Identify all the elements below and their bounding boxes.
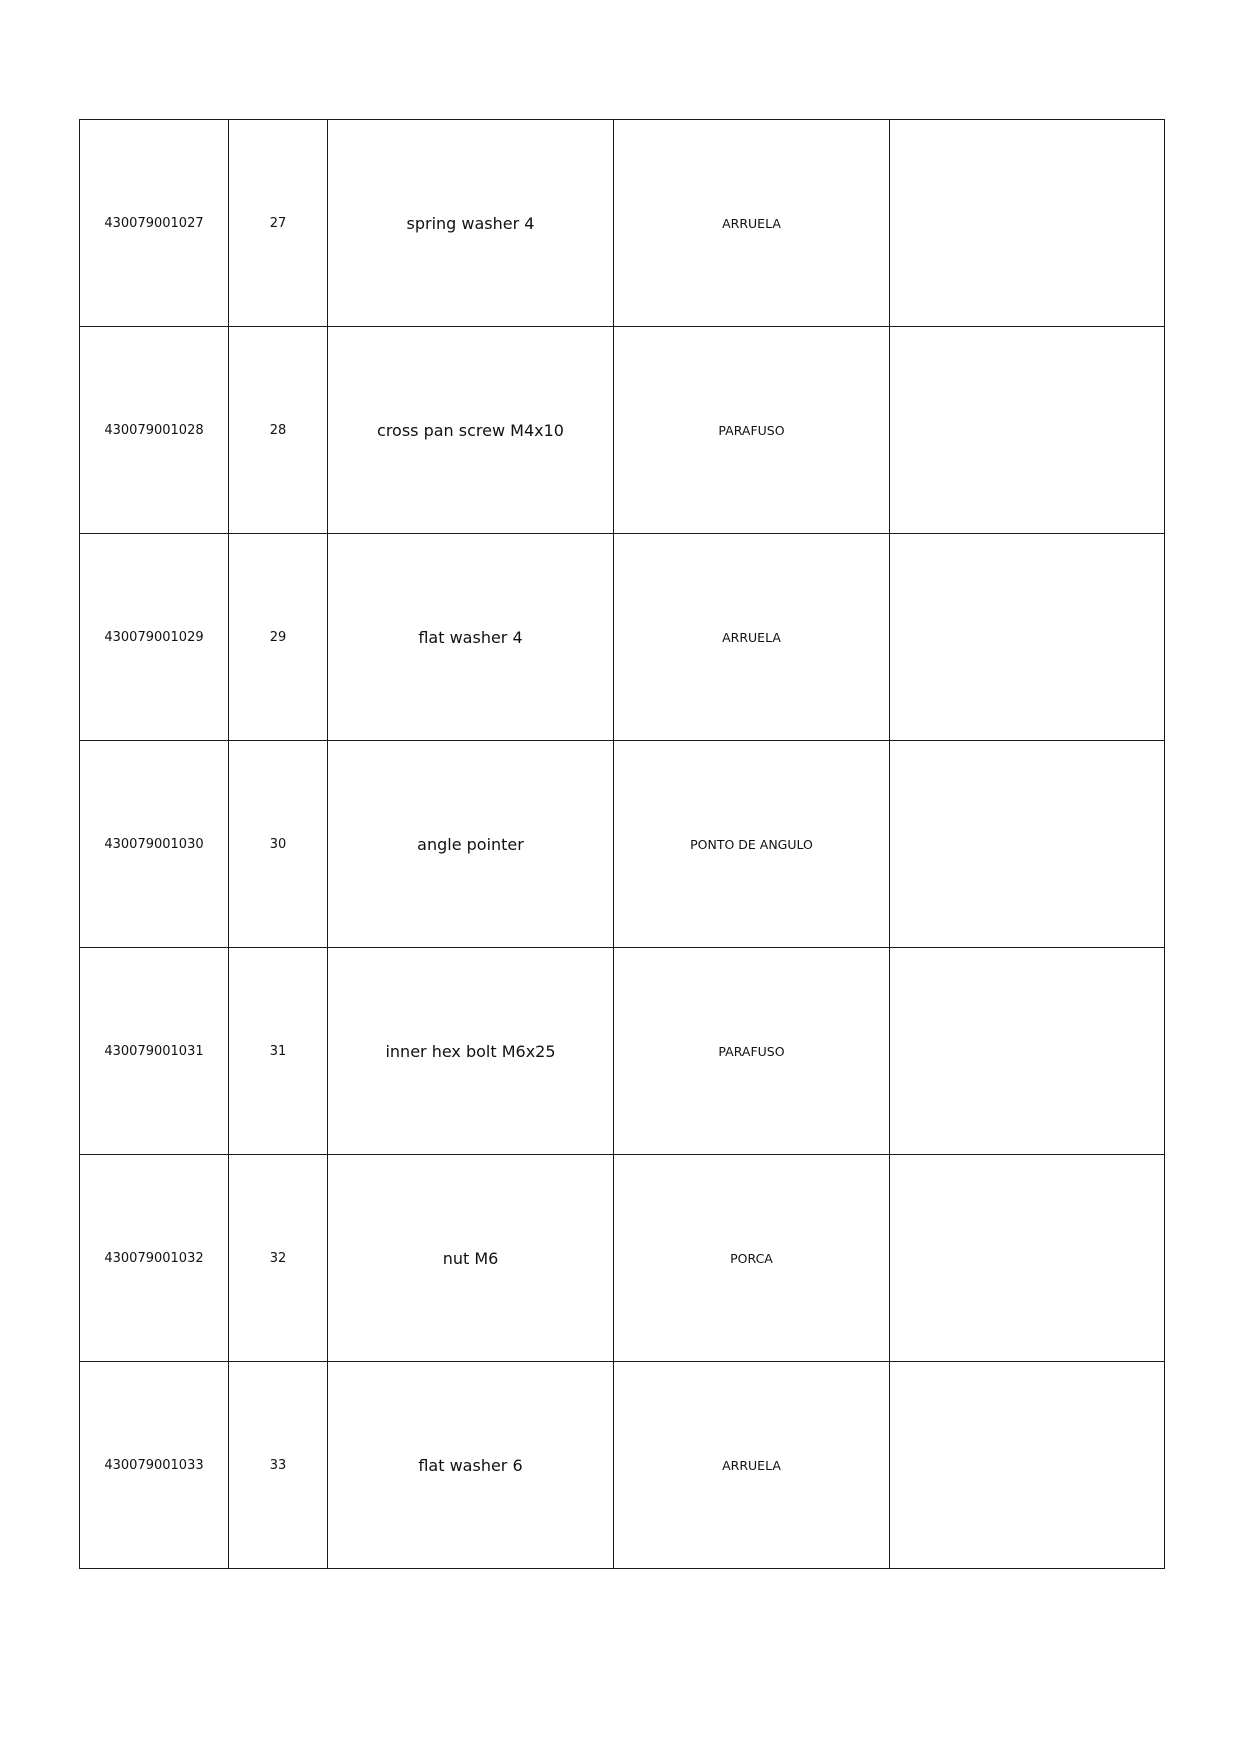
parts-table [79,119,1165,1569]
notes-cell [890,948,1165,1155]
part-number: 28 [229,327,328,534]
table-row [80,120,1165,327]
table-row [80,534,1165,741]
part-name-portuguese: PARAFUSO [614,327,890,534]
table-row [80,1362,1165,1569]
notes-cell [890,741,1165,948]
part-code: 430079001028 [80,327,229,534]
notes-cell [890,534,1165,741]
part-name-english: nut M6 [328,1155,614,1362]
table-row [80,948,1165,1155]
part-number: 29 [229,534,328,741]
part-name-portuguese: PONTO DE ANGULO [614,741,890,948]
table-row [80,741,1165,948]
part-number: 31 [229,948,328,1155]
notes-cell [890,120,1165,327]
part-name-portuguese: PORCA [614,1155,890,1362]
part-code: 430079001032 [80,1155,229,1362]
notes-cell [890,327,1165,534]
part-name-english: angle pointer [328,741,614,948]
part-name-english: cross pan screw M4x10 [328,327,614,534]
part-number: 27 [229,120,328,327]
part-number: 30 [229,741,328,948]
part-name-english: flat washer 4 [328,534,614,741]
part-code: 430079001029 [80,534,229,741]
table-row [80,327,1165,534]
part-name-portuguese: PARAFUSO [614,948,890,1155]
part-name-english: spring washer 4 [328,120,614,327]
part-name-portuguese: ARRUELA [614,120,890,327]
part-code: 430079001031 [80,948,229,1155]
part-name-english: inner hex bolt M6x25 [328,948,614,1155]
part-code: 430079001027 [80,120,229,327]
part-name-portuguese: ARRUELA [614,1362,890,1569]
notes-cell [890,1155,1165,1362]
part-code: 430079001030 [80,741,229,948]
notes-cell [890,1362,1165,1569]
part-code: 430079001033 [80,1362,229,1569]
table-row [80,1155,1165,1362]
part-number: 33 [229,1362,328,1569]
part-name-english: flat washer 6 [328,1362,614,1569]
part-number: 32 [229,1155,328,1362]
part-name-portuguese: ARRUELA [614,534,890,741]
